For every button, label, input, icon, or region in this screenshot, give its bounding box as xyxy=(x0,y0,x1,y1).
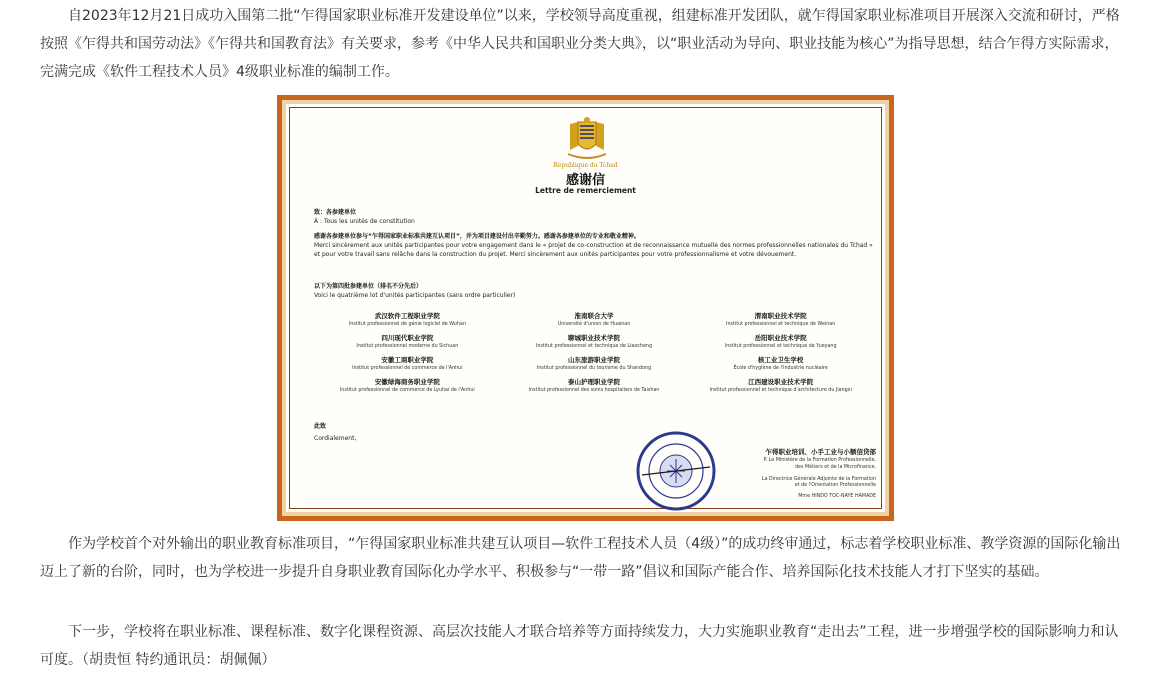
thanks-cn: 感谢各参建单位参与“乍得国家职业标准共建互认项目”，并为项目建设付出辛勤努力。感谢各参建单位的专业和敬业精神。 xyxy=(314,233,640,240)
official-seal-icon xyxy=(634,429,718,513)
signatory-fr-2: des Métiers et de la Microfinance, xyxy=(794,464,876,470)
list-intro-fr: Voici le quatrième lot d'unités participantes (sans ordre particulier) xyxy=(314,292,516,299)
certificate-paper xyxy=(282,100,889,516)
unit-name-fr: École d'hygiène de l'industrie nucléaire xyxy=(733,366,828,371)
unit-name-cn: 武汉软件工程职业学院 xyxy=(374,312,440,320)
participant-unit xyxy=(314,356,501,372)
unit-name-cn: 岳阳职业技术学院 xyxy=(754,334,807,342)
unit-name-fr: Université d'union de Huainan xyxy=(557,322,631,327)
signatory-fr-4: et de l'Orientation Professionnelle xyxy=(794,483,876,489)
unit-name-fr: Institut professionnel et technique de Liaocheng xyxy=(535,344,653,349)
signatory-block xyxy=(726,447,876,501)
unit-name-cn: 淮南联合大学 xyxy=(574,312,614,320)
unit-name-cn: 安徽工商职业学院 xyxy=(381,356,434,364)
thanks-fr: Merci sincèrement aux unités participantes pour votre engagement dans le « projet de co-construction et de reconnaissance mutuelle des normes professionnelles nationales du Tchad » et pour votre travail sans relâche dans la construction du projet. Merci sincèrement aux unités participantes pour votre professionnalisme et votre dévouement. xyxy=(314,242,873,258)
closing-fr: Cordialement, xyxy=(314,435,357,442)
signatory-cn: 乍得职业培训、小手工业与小额信贷部 xyxy=(765,448,876,456)
unit-name-cn: 江西建设职业技术学院 xyxy=(748,378,814,386)
unit-name-fr: Institut professionnel et technique d'architecture du Jiangxi xyxy=(709,388,852,393)
unit-name-cn: 渭南职业技术学院 xyxy=(754,312,807,320)
unit-name-cn: 泰山护理职业学院 xyxy=(567,378,620,386)
unit-name-cn: 核工业卫生学校 xyxy=(757,356,804,364)
participant-unit xyxy=(314,312,501,328)
participant-units-grid xyxy=(314,312,874,394)
article-paragraph-2: 作为学校首个对外输出的职业教育标准项目，“乍得国家职业标准共建互认项目—软件工程技术人员（4级）”的成功终审通过，标志着学校职业标准、教学资源的国际化输出迈上了新的台阶，同时，也为学校进一步提升自身职业教育国际化办学水平、积极参与“一带一路”倡议和国际产能合作、培养国际化技术技能人才打下坚实的基础。 xyxy=(40,536,1121,580)
participant-unit xyxy=(501,334,688,350)
participant-unit xyxy=(501,312,688,328)
signatory-fr-3: La Directrice Générale Adjointe de la Formation xyxy=(761,476,876,482)
article-paragraph-3: 下一步，学校将在职业标准、课程标准、数字化课程资源、高层次技能人才联合培养等方面持续发力，大力实施职业教育“走出去”工程，进一步增强学校的国际影响力和认可度。（胡贵恒 特约通讯员：胡佩佩） xyxy=(40,624,1119,668)
unit-name-cn: 四川现代职业学院 xyxy=(381,334,434,342)
certificate-subtitle: Lettre de remerciement xyxy=(535,186,636,195)
unit-name-fr: Institut professionnel du tourisme du Shandong xyxy=(536,366,652,371)
unit-name-fr: Institut professionnel des soins hospitaliers de Taishan xyxy=(528,388,660,393)
participant-unit xyxy=(314,378,501,394)
unit-name-fr: Institut professionnel moderne du Sichuan xyxy=(356,344,459,349)
participant-unit xyxy=(314,334,501,350)
signatory-fr-1: P. Le Ministère de la Formation Professionnelle, xyxy=(763,458,876,463)
participant-unit xyxy=(687,334,874,350)
salutation-cn: 致：各参建单位 xyxy=(314,209,357,216)
unit-name-cn: 聊城职业技术学院 xyxy=(567,334,620,342)
participant-unit xyxy=(687,312,874,328)
signatory-name: Mme HINDO TOC-NAYE HAMADE xyxy=(798,494,876,500)
certificate-image xyxy=(277,95,894,521)
unit-name-cn: 安徽绿海商务职业学院 xyxy=(374,378,440,386)
closing-cn: 此致 xyxy=(314,423,327,430)
list-intro-cn: 以下为第四批参建单位（排名不分先后） xyxy=(314,283,423,290)
participant-unit xyxy=(501,378,688,394)
article-paragraph-1: 自2023年12月21日成功入围第二批“乍得国家职业标准开发建设单位”以来，学校领导高度重视，组建标准开发团队，就乍得国家职业标准项目开展深入交流和研讨，严格按照《乍得共和国劳动法》《乍得共和国教育法》有关要求，参考《中华人民共和国职业分类大典》，以“职业活动为导向、职业技能为核心”为指导思想，结合乍得方实际需求，完满完成《软件工程技术人员》4级职业标准的编制工作。 xyxy=(40,8,1120,80)
emblem-caption: République du Tchad xyxy=(553,162,618,169)
unit-name-fr: Institut professionnel de commerce de Lyuhai de l'Anhui xyxy=(339,388,475,393)
unit-name-fr: Institut professionnel et technique de Weinan xyxy=(726,322,836,327)
unit-name-fr: Institut professionnel de commerce de l'Anhui xyxy=(352,366,463,371)
participant-unit xyxy=(501,356,688,372)
participant-unit xyxy=(687,356,874,372)
unit-name-fr: Institut professionnel et technique de Yueyang xyxy=(724,344,837,349)
coat-of-arms-icon xyxy=(562,116,612,162)
salutation-fr: À : Tous les unités de constitution xyxy=(314,218,415,225)
unit-name-fr: Institut professionnel de génie logiciel de Wuhan xyxy=(348,322,466,327)
participant-unit xyxy=(687,378,874,394)
unit-name-cn: 山东旅游职业学院 xyxy=(567,356,620,364)
certificate-title: 感谢信 xyxy=(565,173,605,188)
